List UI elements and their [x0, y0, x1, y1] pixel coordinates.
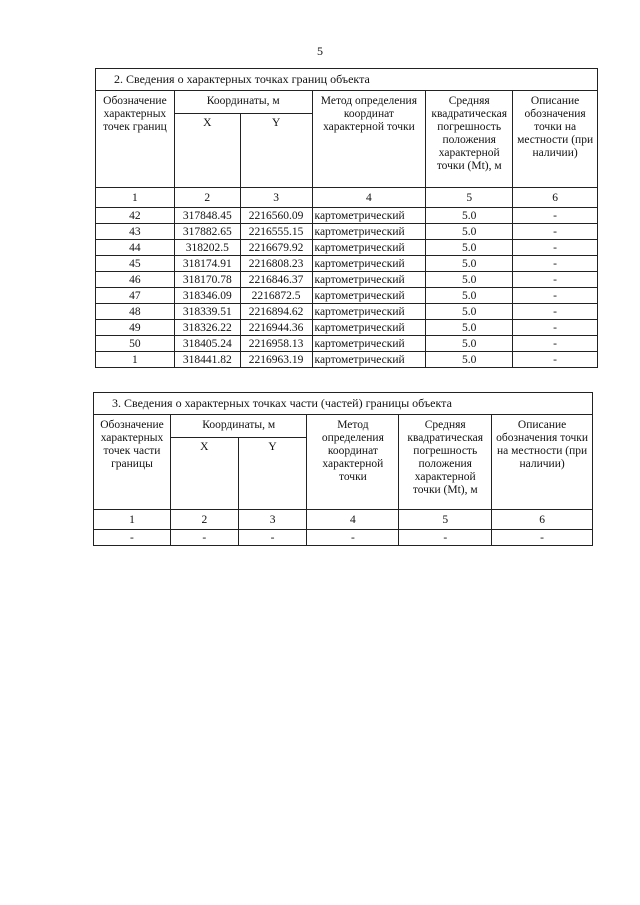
cell-y: 2216846.37: [240, 272, 312, 288]
table-row: [96, 272, 598, 288]
column-number: 2: [170, 510, 238, 530]
cell-accuracy: 5.0: [426, 288, 513, 304]
cell-method: картометрический: [312, 320, 426, 336]
cell-point: 45: [96, 256, 175, 272]
cell-description: -: [513, 208, 598, 224]
cell-y: 2216679.92: [240, 240, 312, 256]
cell-accuracy: 5.0: [426, 256, 513, 272]
cell-y: 2216808.23: [240, 256, 312, 272]
header-description: Описание обозначения точки на местности (при наличии): [513, 91, 598, 188]
cell-description: -: [513, 336, 598, 352]
header-designation: Обозначение характерных точек части границы: [94, 415, 171, 510]
column-number: 3: [240, 188, 312, 208]
column-number: 4: [307, 510, 399, 530]
cell-accuracy: 5.0: [426, 352, 513, 368]
cell-x: 318346.09: [174, 288, 240, 304]
cell-description: -: [513, 224, 598, 240]
cell-method: картометрический: [312, 256, 426, 272]
table-row: [96, 288, 598, 304]
table-row: [96, 240, 598, 256]
table-row: [96, 352, 598, 368]
cell-y: 2216872.5: [240, 288, 312, 304]
column-number: 4: [312, 188, 426, 208]
header-designation: Обозначение характерных точек границ: [96, 91, 175, 188]
cell-x: 318174.91: [174, 256, 240, 272]
section-2-title: 2. Сведения о характерных точках границ объекта: [96, 69, 598, 91]
column-number: 6: [492, 510, 593, 530]
cell-accuracy: 5.0: [426, 320, 513, 336]
cell-y: 2216555.15: [240, 224, 312, 240]
cell-accuracy: 5.0: [426, 208, 513, 224]
cell-accuracy: 5.0: [426, 304, 513, 320]
cell-point: 48: [96, 304, 175, 320]
table-row: [96, 304, 598, 320]
cell-point: 46: [96, 272, 175, 288]
cell-point: 1: [96, 352, 175, 368]
cell-accuracy: 5.0: [426, 240, 513, 256]
header-x: X: [174, 114, 240, 188]
page-number: 5: [317, 44, 323, 58]
cell-x: 318405.24: [174, 336, 240, 352]
cell-description: -: [513, 320, 598, 336]
cell-description: -: [513, 272, 598, 288]
header-x: X: [170, 438, 238, 510]
column-number: 2: [174, 188, 240, 208]
cell-description: -: [513, 288, 598, 304]
cell-x: -: [170, 530, 238, 546]
table-row: [96, 336, 598, 352]
cell-point: -: [94, 530, 171, 546]
header-accuracy: Средняя квадратическая погрешность положения характерной точки (Mt), м: [426, 91, 513, 188]
section-3-title: 3. Сведения о характерных точках части (частей) границы объекта: [94, 393, 593, 415]
cell-method: картометрический: [312, 224, 426, 240]
table-row: [96, 224, 598, 240]
cell-y: 2216963.19: [240, 352, 312, 368]
cell-y: 2216958.13: [240, 336, 312, 352]
header-description: Описание обозначения точки на местности (при наличии): [492, 415, 593, 510]
cell-method: картометрический: [312, 272, 426, 288]
cell-accuracy: 5.0: [426, 336, 513, 352]
cell-description: -: [513, 304, 598, 320]
cell-accuracy: 5.0: [426, 224, 513, 240]
header-accuracy: Средняя квадратическая погрешность положения характерной точки (Mt), м: [399, 415, 492, 510]
column-number: 1: [94, 510, 171, 530]
cell-x: 318441.82: [174, 352, 240, 368]
cell-method: картометрический: [312, 288, 426, 304]
cell-y: 2216944.36: [240, 320, 312, 336]
cell-description: -: [492, 530, 593, 546]
cell-point: 43: [96, 224, 175, 240]
cell-point: 44: [96, 240, 175, 256]
table-row: [96, 256, 598, 272]
cell-x: 318339.51: [174, 304, 240, 320]
cell-accuracy: -: [399, 530, 492, 546]
column-number: 1: [96, 188, 175, 208]
cell-y: -: [238, 530, 307, 546]
column-number: 5: [426, 188, 513, 208]
cell-description: -: [513, 256, 598, 272]
header-method: Метод определения координат характерной точки: [312, 91, 426, 188]
cell-y: 2216560.09: [240, 208, 312, 224]
table-row: [96, 320, 598, 336]
cell-y: 2216894.62: [240, 304, 312, 320]
header-y: Y: [238, 438, 307, 510]
cell-x: 317882.65: [174, 224, 240, 240]
cell-x: 318326.22: [174, 320, 240, 336]
cell-point: 42: [96, 208, 175, 224]
header-coordinates: Координаты, м: [174, 91, 312, 114]
points-table-body: [96, 208, 598, 368]
header-y: Y: [240, 114, 312, 188]
cell-point: 50: [96, 336, 175, 352]
cell-x: 317848.45: [174, 208, 240, 224]
column-number: 3: [238, 510, 307, 530]
cell-method: -: [307, 530, 399, 546]
cell-method: картометрический: [312, 240, 426, 256]
cell-point: 47: [96, 288, 175, 304]
cell-method: картометрический: [312, 336, 426, 352]
cell-method: картометрический: [312, 304, 426, 320]
cell-method: картометрический: [312, 352, 426, 368]
column-number: 6: [513, 188, 598, 208]
cell-description: -: [513, 352, 598, 368]
table-row: [96, 208, 598, 224]
characteristic-points-table: [95, 68, 598, 368]
part-points-table: [93, 392, 593, 546]
cell-x: 318170.78: [174, 272, 240, 288]
cell-point: 49: [96, 320, 175, 336]
header-method: Метод определения координат характерной точки: [307, 415, 399, 510]
cell-description: -: [513, 240, 598, 256]
table-row: [94, 530, 593, 546]
header-coordinates: Координаты, м: [170, 415, 307, 438]
cell-accuracy: 5.0: [426, 272, 513, 288]
column-number: 5: [399, 510, 492, 530]
cell-x: 318202.5: [174, 240, 240, 256]
cell-method: картометрический: [312, 208, 426, 224]
